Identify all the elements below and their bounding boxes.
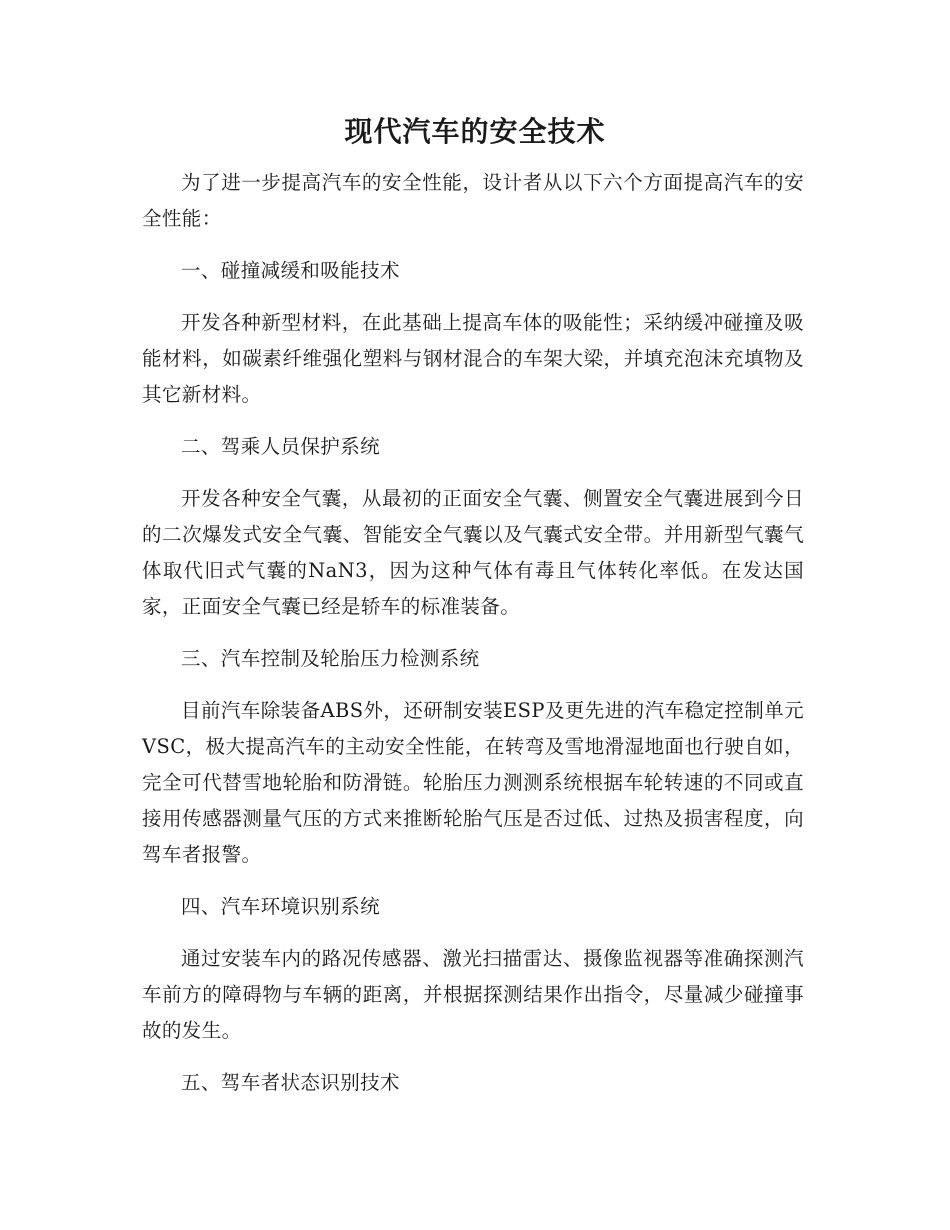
intro-paragraph: 为了进一步提高汽车的安全性能，设计者从以下六个方面提高汽车的安全性能：	[142, 171, 804, 230]
section-heading-2: 二、驾乘人员保护系统	[181, 435, 381, 458]
section-heading-3: 三、汽车控制及轮胎压力检测系统	[181, 647, 480, 670]
section-body-2: 开发各种安全气囊，从最初的正面安全气囊、侧置安全气囊进展到今日的二次爆发式安全气囊、智能安全气囊以及气囊式安全带。并用新型气囊气体取代旧式气囊的NaN3，因为这种气体有毒且气体转化率低。在发达国家，正面安全气囊已经是轿车的标准装备。	[142, 487, 804, 618]
section-heading-1: 一、碰撞减缓和吸能技术	[181, 259, 400, 282]
document-body	[142, 165, 804, 1117]
section-heading-4: 四、汽车环境识别系统	[181, 895, 381, 918]
section-body-1: 开发各种新型材料，在此基础上提高车体的吸能性；采纳缓冲碰撞及吸能材料，如碳素纤维强化塑料与钢材混合的车架大梁，并填充泡沫充填物及其它新材料。	[142, 311, 804, 406]
section-heading-5: 五、驾车者状态识别技术	[181, 1071, 400, 1094]
section-body-4: 通过安装车内的路况传感器、激光扫描雷达、摄像监视器等准确探测汽车前方的障碍物与车辆的距离，并根据探测结果作出指令，尽量减少碰撞事故的发生。	[142, 947, 804, 1042]
document-title: 现代汽车的安全技术	[344, 115, 606, 148]
section-body-3: 目前汽车除装备ABS外，还研制安装ESP及更先进的汽车稳定控制单元VSC，极大提高汽车的主动安全性能，在转弯及雪地滑湿地面也行驶自如，完全可代替雪地轮胎和防滑链。轮胎压力测测系统根据车轮转速的不同或直接用传感器测量气压的方式来推断轮胎气压是否过低、过热及损害程度，向驾车者报警。	[142, 699, 804, 866]
